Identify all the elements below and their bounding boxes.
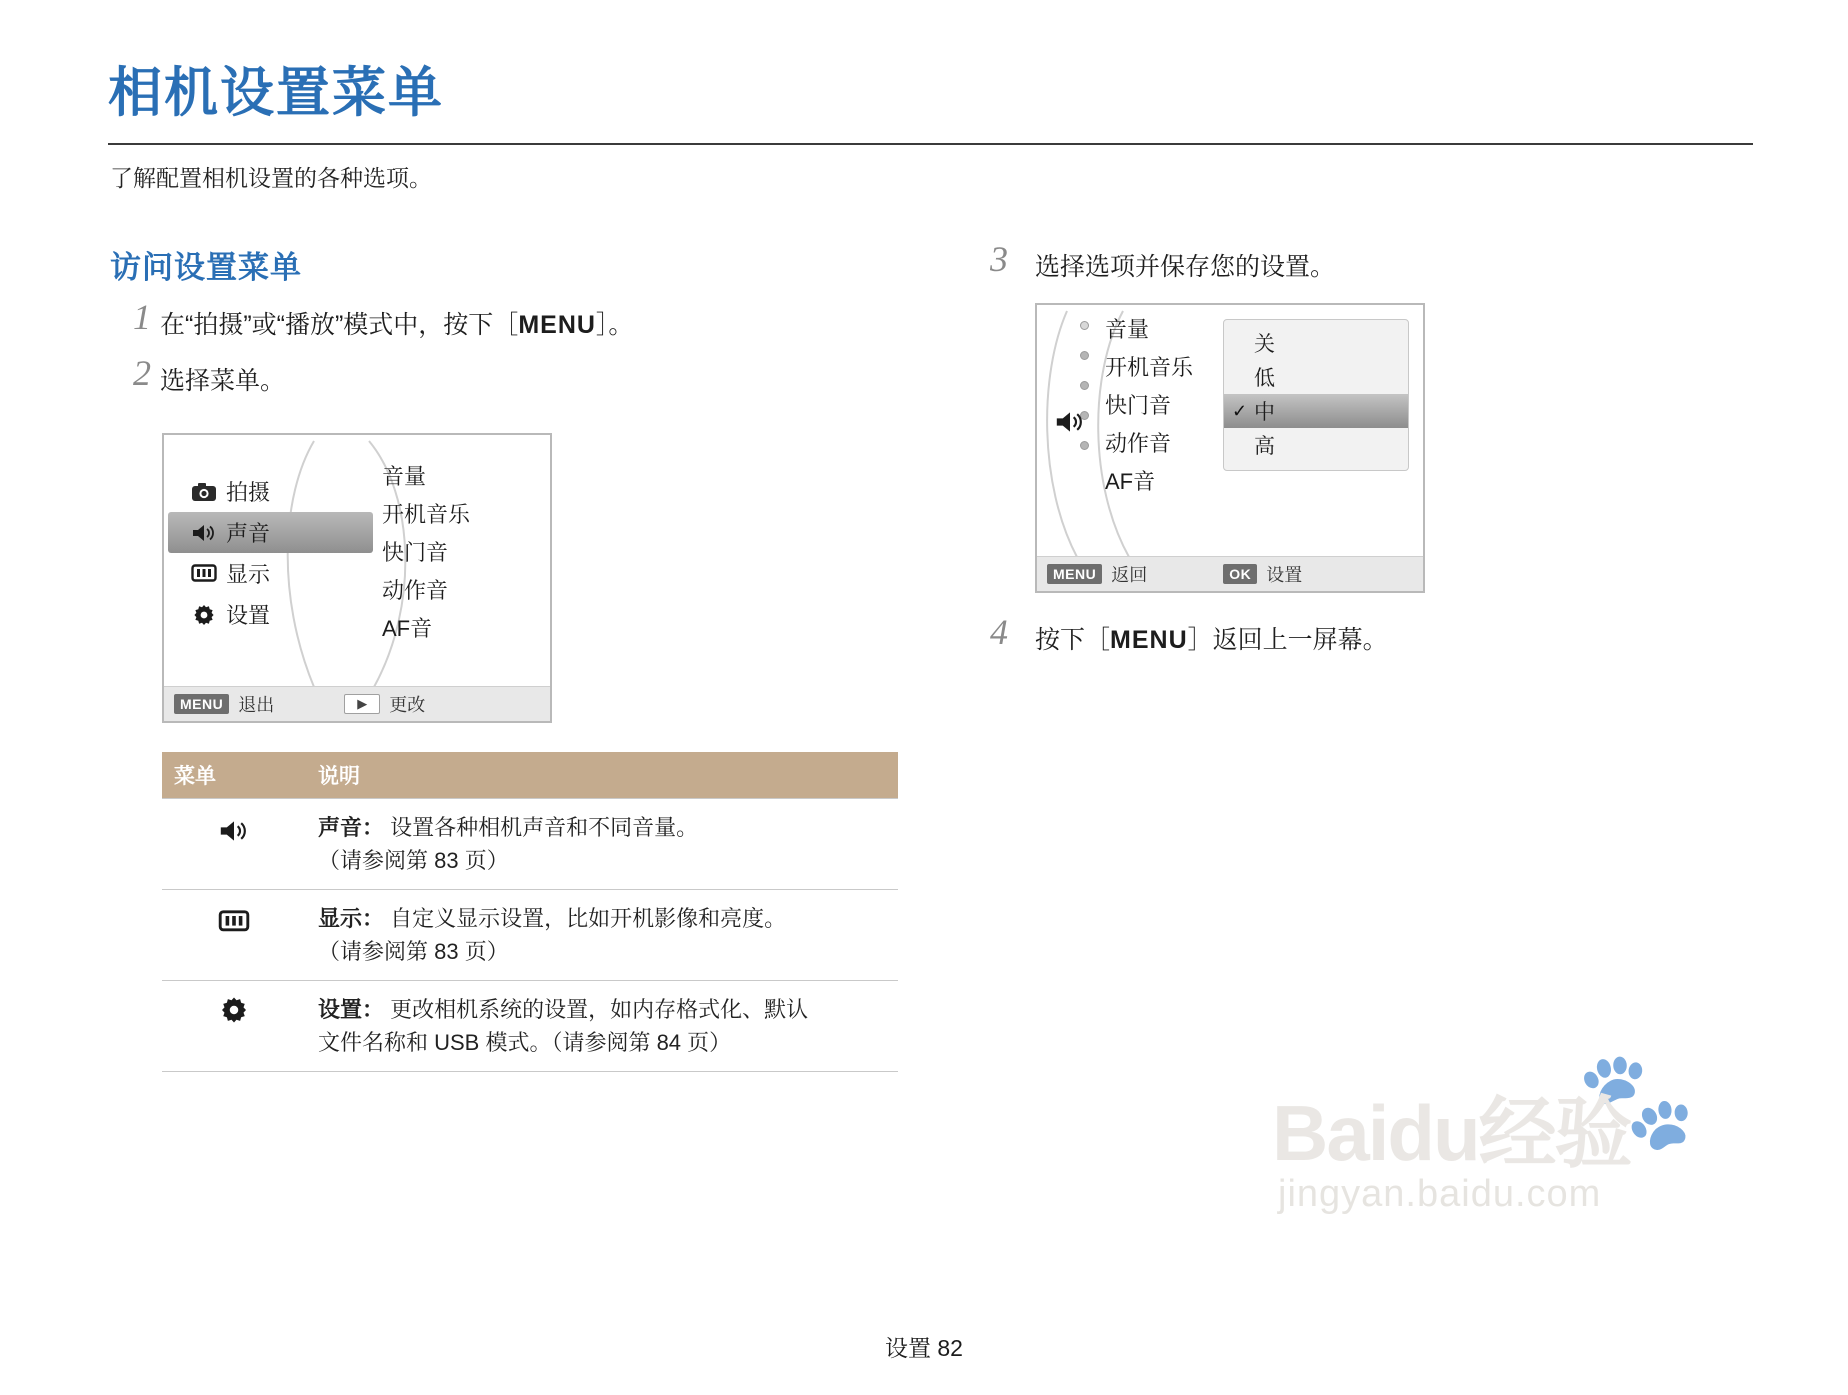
menu-item-settings[interactable] — [168, 594, 373, 635]
submenu-dot — [1080, 441, 1089, 450]
step-4-key: MENU — [1110, 626, 1188, 654]
table-row — [162, 799, 898, 890]
option-off[interactable] — [1224, 326, 1408, 360]
option-low[interactable] — [1224, 360, 1408, 394]
menu-item-settings-label: 设置 — [226, 603, 271, 628]
table-row-desc-1: 更改相机系统的设置，如内存格式化、默认 — [384, 997, 809, 1022]
table-row-desc-2: （请参阅第 83 页） — [318, 848, 509, 873]
submenu-list — [1105, 311, 1193, 501]
submenu-item-startup-sound[interactable]: 开机音乐 — [1105, 355, 1194, 380]
option-medium-label: 中 — [1254, 401, 1275, 424]
table-row-desc-1: 自定义显示设置，比如开机影像和亮度。 — [384, 906, 787, 931]
menu-description-table — [162, 752, 898, 1072]
menu-item-shooting[interactable] — [168, 471, 373, 512]
table-row-desc-2: （请参阅第 83 页） — [318, 939, 509, 964]
option-medium[interactable] — [1224, 394, 1408, 428]
step-3-number: 3 — [990, 239, 1008, 279]
submenu-list — [382, 458, 470, 648]
menu-item-display-label: 显示 — [226, 562, 271, 587]
speaker-icon — [1053, 410, 1087, 439]
submenu-item-startup-sound[interactable]: 开机音乐 — [382, 502, 471, 527]
menu-badge[interactable]: MENU — [1047, 564, 1102, 584]
display-icon — [182, 564, 226, 584]
option-low-label: 低 — [1254, 367, 1275, 390]
paw-icon: 🐾 — [1576, 1047, 1696, 1154]
step-2-number: 2 — [133, 353, 151, 393]
submenu-item-beep-sound[interactable]: 动作音 — [382, 578, 449, 603]
step-1-text-after: ］。 — [595, 311, 634, 339]
submenu-item-volume[interactable]: 音量 — [382, 464, 427, 489]
submenu-item-beep-sound[interactable]: 动作音 — [1105, 431, 1172, 456]
table-row-term: 声音： — [318, 815, 385, 840]
menu-item-sound-label: 声音 — [226, 521, 271, 546]
submenu-item-af-sound[interactable]: AF音 — [1105, 469, 1156, 494]
submenu-item-shutter-sound[interactable]: 快门音 — [382, 540, 449, 565]
check-icon: ✓ — [1232, 400, 1248, 421]
table-header-row — [162, 752, 898, 799]
menu-item-display[interactable] — [168, 553, 373, 594]
camera-screen-menu — [162, 433, 552, 723]
submenu-dot — [1080, 321, 1089, 330]
step-4-text — [1035, 620, 1388, 656]
watermark-sub: jingyan.baidu.com — [1278, 1173, 1602, 1215]
option-high-label: 高 — [1254, 435, 1275, 458]
menu-badge-label: 返回 — [1111, 565, 1148, 585]
table-cell-description — [306, 799, 898, 890]
watermark-main: Baidu经验 — [1272, 1089, 1631, 1177]
option-panel — [1223, 319, 1409, 471]
submenu-item-shutter-sound[interactable]: 快门音 — [1105, 393, 1172, 418]
section-heading: 访问设置菜单 — [110, 250, 302, 285]
submenu-item-af-sound[interactable]: AF音 — [382, 616, 433, 641]
option-high[interactable] — [1224, 428, 1408, 462]
table-row-desc-1: 设置各种相机声音和不同音量。 — [384, 815, 699, 840]
screen-bottom-bar — [1037, 556, 1423, 591]
submenu-item-volume[interactable]: 音量 — [1105, 317, 1150, 342]
screen-bottom-bar — [164, 686, 550, 721]
table-row-desc-2: 文件名称和 USB 模式。（请参阅第 84 页） — [318, 1030, 732, 1055]
option-off-label: 关 — [1254, 333, 1275, 356]
speaker-icon — [182, 523, 226, 543]
table-header-description: 说明 — [306, 752, 898, 799]
menu-item-sound[interactable] — [168, 512, 373, 553]
step-4-text-after: ］返回上一屏幕。 — [1187, 626, 1388, 654]
right-arrow-badge-label: 更改 — [389, 695, 426, 715]
display-icon — [162, 890, 306, 981]
table-cell-description — [306, 890, 898, 981]
menu-list — [168, 471, 373, 635]
submenu-dot — [1080, 381, 1089, 390]
speaker-icon — [162, 799, 306, 890]
gear-icon — [162, 981, 306, 1072]
submenu-dot-column — [1080, 321, 1089, 471]
step-1-text-before: 在“拍摄”或“播放”模式中，按下［ — [160, 311, 519, 339]
page-footer: 设置 82 — [885, 1335, 963, 1361]
gear-icon — [182, 603, 226, 627]
step-3-text: 选择选项并保存您的设置。 — [1035, 253, 1336, 281]
ok-badge[interactable]: OK — [1223, 564, 1257, 584]
camera-icon — [182, 482, 226, 502]
page-subtitle: 了解配置相机设置的各种选项。 — [110, 165, 432, 191]
menu-item-shooting-label: 拍摄 — [226, 480, 271, 505]
ok-badge-label: 设置 — [1266, 565, 1303, 585]
step-4-text-before: 按下［ — [1035, 626, 1111, 654]
step-2-text: 选择菜单。 — [160, 367, 286, 395]
watermark — [1272, 1045, 1792, 1245]
step-1-key: MENU — [518, 311, 596, 339]
table-row-term: 显示： — [318, 906, 385, 931]
step-4-number: 4 — [990, 612, 1008, 652]
right-arrow-badge[interactable]: ▶ — [344, 694, 380, 714]
menu-badge[interactable]: MENU — [174, 694, 229, 714]
table-header-menu: 菜单 — [162, 752, 306, 799]
camera-screen-options — [1035, 303, 1425, 593]
menu-badge-label: 退出 — [238, 695, 275, 715]
table-cell-description — [306, 981, 898, 1072]
table-row-term: 设置： — [318, 997, 385, 1022]
table-row — [162, 890, 898, 981]
page-title: 相机设置菜单 — [108, 63, 444, 123]
step-1-text — [160, 305, 633, 341]
table-row — [162, 981, 898, 1072]
submenu-dot — [1080, 351, 1089, 360]
step-1-number: 1 — [133, 297, 151, 337]
title-divider — [108, 143, 1753, 145]
